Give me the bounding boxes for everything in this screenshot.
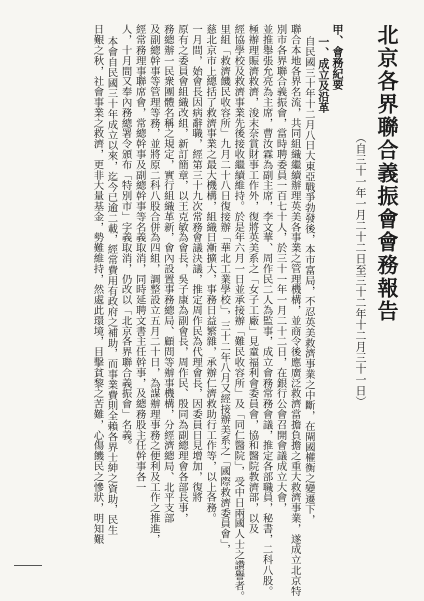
body-column-2: 聯合本地各界名流，共同組織繼續辦理英美各事業之管理機構，並商令後應廣泛救濟當擔負擔之重大救濟事業，遂成立北京特 bbox=[288, 24, 301, 596]
body-column-11: 務總辦一民衆團體名稱之規定，實行組織革新，會內設置事務總局、顧問等辦事機構，分經濟總局、北平支部 bbox=[161, 24, 174, 524]
body-column-8: 慈北京市上總括了救濟事業之最大機構，組織日漸擴大，事務日益繁雜，承辦仁濟救助行工作等，以上各務。 bbox=[204, 24, 217, 524]
body-column-9: 一月間，始會長因病辭職，經第三十九次常務會議決議，推定周作民為代理會長，因委員日見增加，復將 bbox=[190, 24, 203, 503]
body-column-12: 及副總幹事等管理等務，並將原二科八股合併為四組，調整設立五月二十日，為謀辦理事務之便利及工作之推進， bbox=[147, 24, 160, 544]
body-column-4: 並推舉張允亮為主席，曹汝霖為副主席，李文華、周作民二人為監事，成立會務常務會議，推定各部職員，秘書，二科八股。 bbox=[260, 24, 273, 596]
body-column-1: 自民國三十年十二月八日大東亞戰爭勃發後，本市富局，不忍英美救濟事業之中斷，在閘國權衡之變遷下， bbox=[302, 36, 315, 525]
body-column-10: 原有之委員會組織改組，新訂簡章，以王克敏為會長，吳子康為副會長，周作民、殷同為副總理會各部長事， bbox=[175, 24, 188, 524]
body-column-3: 別市各界聯合義振會，當時聘委員一百七十人，於三十一年一月二十二日，在銀行公會召開會議成立大會， bbox=[274, 24, 287, 513]
body-column-16: 日艱之秋，社會事業之救濟，更非大量基金，勢難維持，然處此環境，目擊貧黎之苦難，心傷饑民之慘狀，明知艱 bbox=[91, 24, 104, 544]
body-column-13: 經常務理事聯席會，常總幹事及副總幹事等名義取消，同時延聘文書主任幹事，及總務股主任幹事各一 bbox=[133, 24, 146, 492]
report-period: （自三十一年一月二十二日至三十二年十二月三十一日） bbox=[354, 132, 367, 407]
document-title: 北京各界聯合義振會會務報告 bbox=[375, 24, 400, 323]
body-column-15: 本會自民國三十年成立以來，迄今已逾二載，經常費用有政府之補助，而事業費則全賴各界士紳之資助，民生 bbox=[105, 36, 118, 536]
body-column-14: 人，十月間又奉內務總署令頒布「特別市」字義取消，仍改以「北京各界聯合義振會」名義。 bbox=[119, 24, 132, 451]
section-heading: 甲、會務紀要 bbox=[331, 24, 344, 90]
body-column-7: 里組「救濟饑民收容所」九月二十八日復接辦「華北工業學校」，三十二年八月又經接辦美系之「國際救濟委員會」， bbox=[218, 24, 231, 555]
body-column-5: 極辦理賑濟救濟，浚末奈賞財事工作外，復將英美系之「女子工廠」見童福利會委員會，協和醫院教濟部，以及 bbox=[246, 24, 259, 534]
subsection-heading: 一、成立及沿革 bbox=[316, 36, 330, 113]
page-mark bbox=[14, 565, 42, 566]
body-column-6: 經協學校及救濟事業先後接收繼續維持。於是年六月一日並承接辦「難民收容所」及「同仁醫院」，受中日兩國人士之讚譽者。 bbox=[232, 24, 245, 601]
